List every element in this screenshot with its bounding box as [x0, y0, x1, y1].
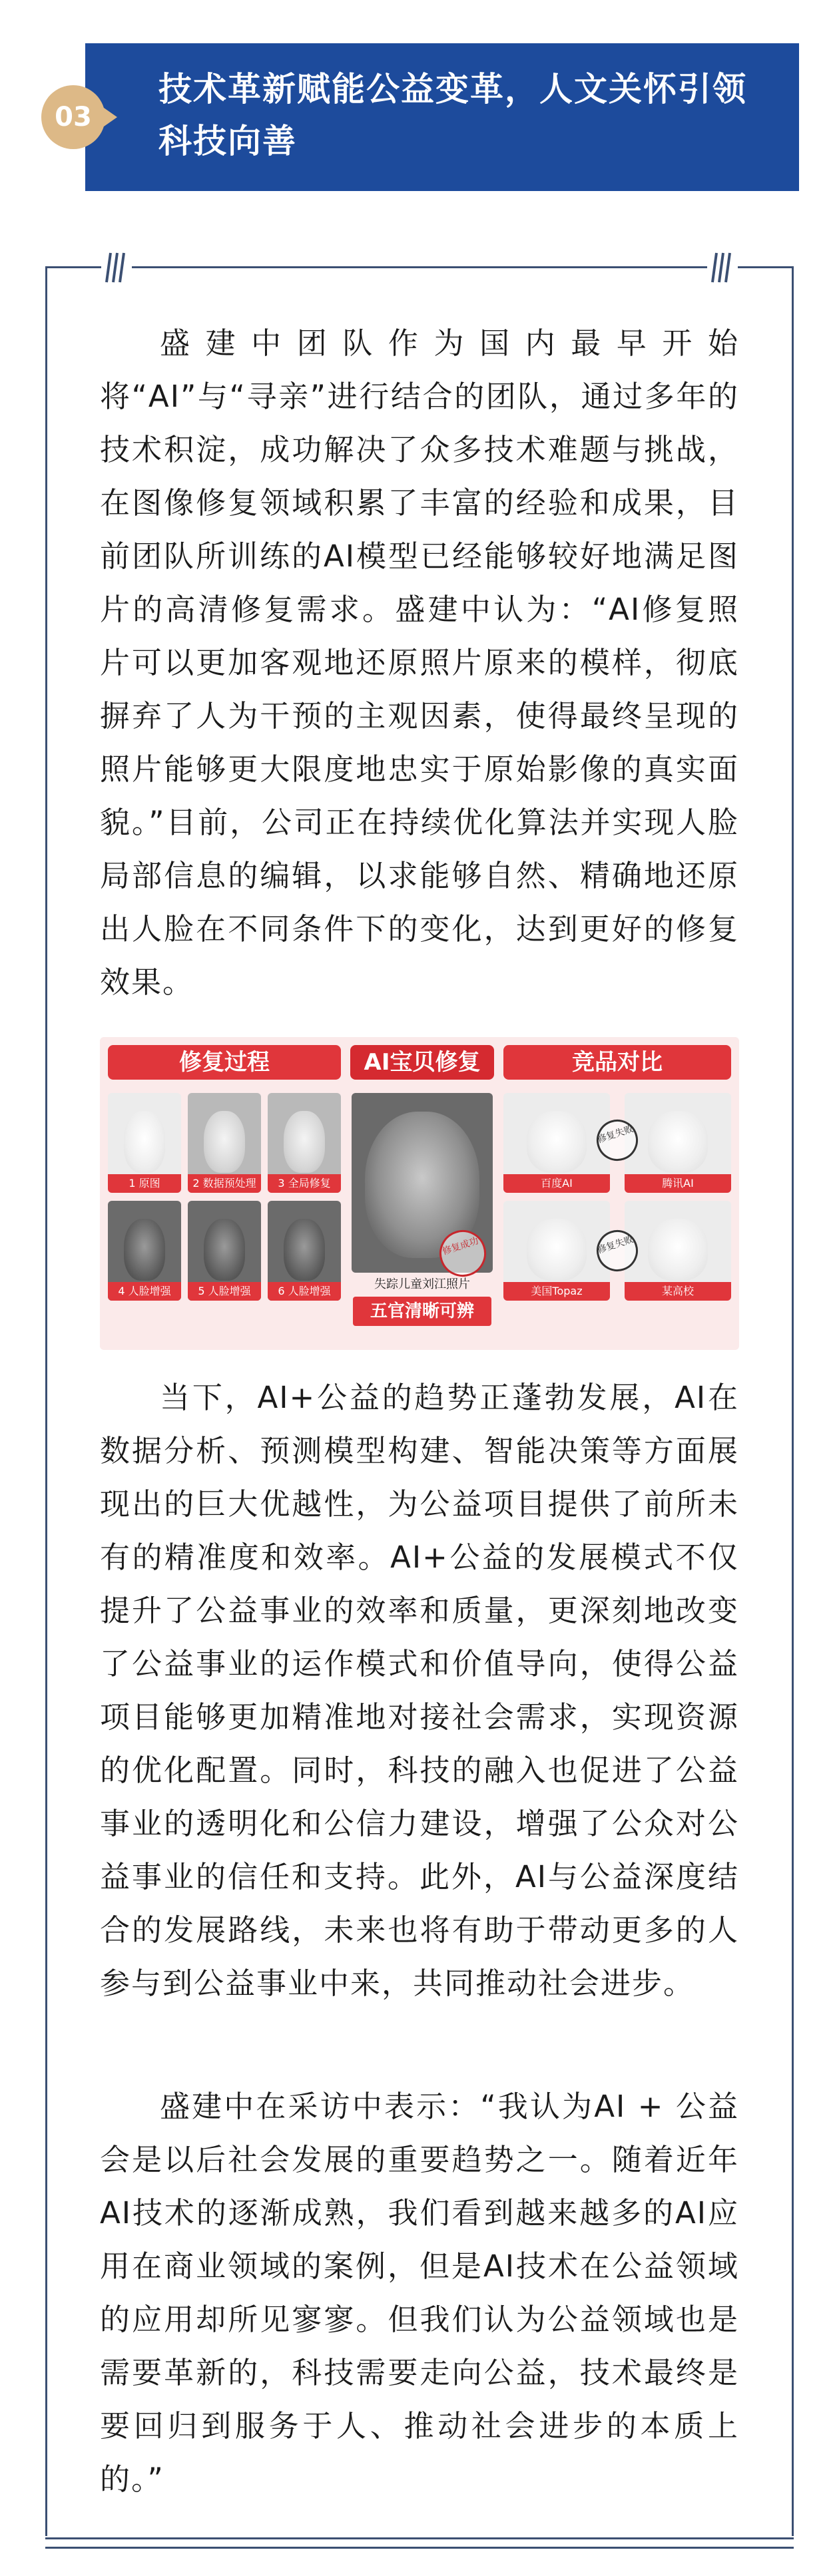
success-stamp: 修复成功 [433, 1224, 492, 1283]
frame-top-border [45, 266, 794, 268]
clip-right-icon [707, 250, 738, 285]
figure-heading-compare: 竞品对比 [503, 1045, 731, 1080]
paragraph-3: 盛建中在采访中表示：“我认为AI + 公益会是以后社会发展的重要趋势之一。随着近年AI技术的逐渐成熟，我们看到越来越多的AI应用在商业领域的案例，但是AI技术在公益领域的应用却所见寥寥。但我们认为公益领域也是需要革新的，科技需要走向公益，技术最终是要回归到服务于人、推动社会进步的本质上的。” [100, 2089, 739, 2497]
step-caption: 3 全局修复 [268, 1174, 341, 1193]
fail-stamp: 修复失败 [591, 1225, 643, 1277]
competitor-thumbnail [503, 1201, 610, 1301]
competitor-caption: 美国Topaz [503, 1282, 610, 1301]
competitor-thumbnail [625, 1093, 731, 1193]
step-thumbnail [108, 1201, 181, 1301]
competitor-thumbnail [625, 1201, 731, 1301]
competitor-caption: 百度AI [503, 1174, 610, 1193]
competitor-caption: 腾讯AI [625, 1174, 731, 1193]
competitor-thumbnail [503, 1093, 610, 1193]
section-number-badge: 03 [41, 85, 105, 149]
frame-bottom-border-double [45, 2547, 794, 2549]
step-caption: 1 原图 [108, 1174, 181, 1193]
figure-heading-process: 修复过程 [108, 1045, 341, 1080]
fail-stamp: 修复失败 [591, 1114, 643, 1166]
step-thumbnail [188, 1201, 261, 1301]
step-thumbnail [188, 1093, 261, 1193]
frame-right-border [792, 266, 794, 2536]
step-thumbnail [108, 1093, 181, 1193]
frame-bottom-border [45, 2537, 794, 2539]
restored-photo-slogan: 五官清晰可辨 [353, 1297, 491, 1326]
section-title: 技术革新赋能公益变革，人文关怀引领科技向善 [158, 70, 747, 160]
paragraph-2: 当下，AI+公益的趋势正蓬勃发展，AI在数据分析、预测模型构建、智能决策等方面展现出的巨大优越性，为公益项目提供了前所未有的精准度和效率。AI+公益的发展模式不仅提升了公益事业的效率和质量，更深刻地改变了公益事业的运作模式和价值导向，使得公益项目能够更加精准地对接社会需求，实现资源的优化配置。同时，科技的融入也促进了公益事业的透明化和公信力建设，增强了公众对公益事业的信任和支持。此外，AI与公益深度结合的发展路线，未来也将有助于带动更多的人参与到公益事业中来，共同推动社会进步。 [100, 1380, 739, 2001]
competitor-caption: 某高校 [625, 1282, 731, 1301]
step-thumbnail [268, 1201, 341, 1301]
restored-photo-caption: 失踪儿童刘江照片 [374, 1277, 470, 1291]
step-caption: 4 人脸增强 [108, 1282, 181, 1301]
step-caption: 6 人脸增强 [268, 1282, 341, 1301]
section-header [85, 43, 799, 191]
step-caption: 2 数据预处理 [188, 1174, 261, 1193]
clip-left-icon [101, 250, 132, 285]
frame-left-border [45, 266, 47, 2536]
paragraph-1: 盛建中团队作为国内最早开始将“AI”与“寻亲”进行结合的团队，通过多年的技术积淀，成功解决了众多技术难题与挑战，在图像修复领域积累了丰富的经验和成果，目前团队所训练的AI模型已经能够较好地满足图片的高清修复需求。盛建中认为：“AI修复照片可以更加客观地还原照片原来的模样，彻底摒弃了人为干预的主观因素，使得最终呈现的照片能够更大限度地忠实于原始影像的真实面貌。”目前，公司正在持续优化算法并实现人脸局部信息的编辑，以求能够自然、精确地还原出人脸在不同条件下的变化，达到更好的修复效果。 [100, 325, 739, 1000]
restoration-figure [100, 1037, 739, 1350]
step-caption: 5 人脸增强 [188, 1282, 261, 1301]
figure-heading-ai: AI宝贝修复 [350, 1045, 494, 1080]
step-thumbnail [268, 1093, 341, 1193]
